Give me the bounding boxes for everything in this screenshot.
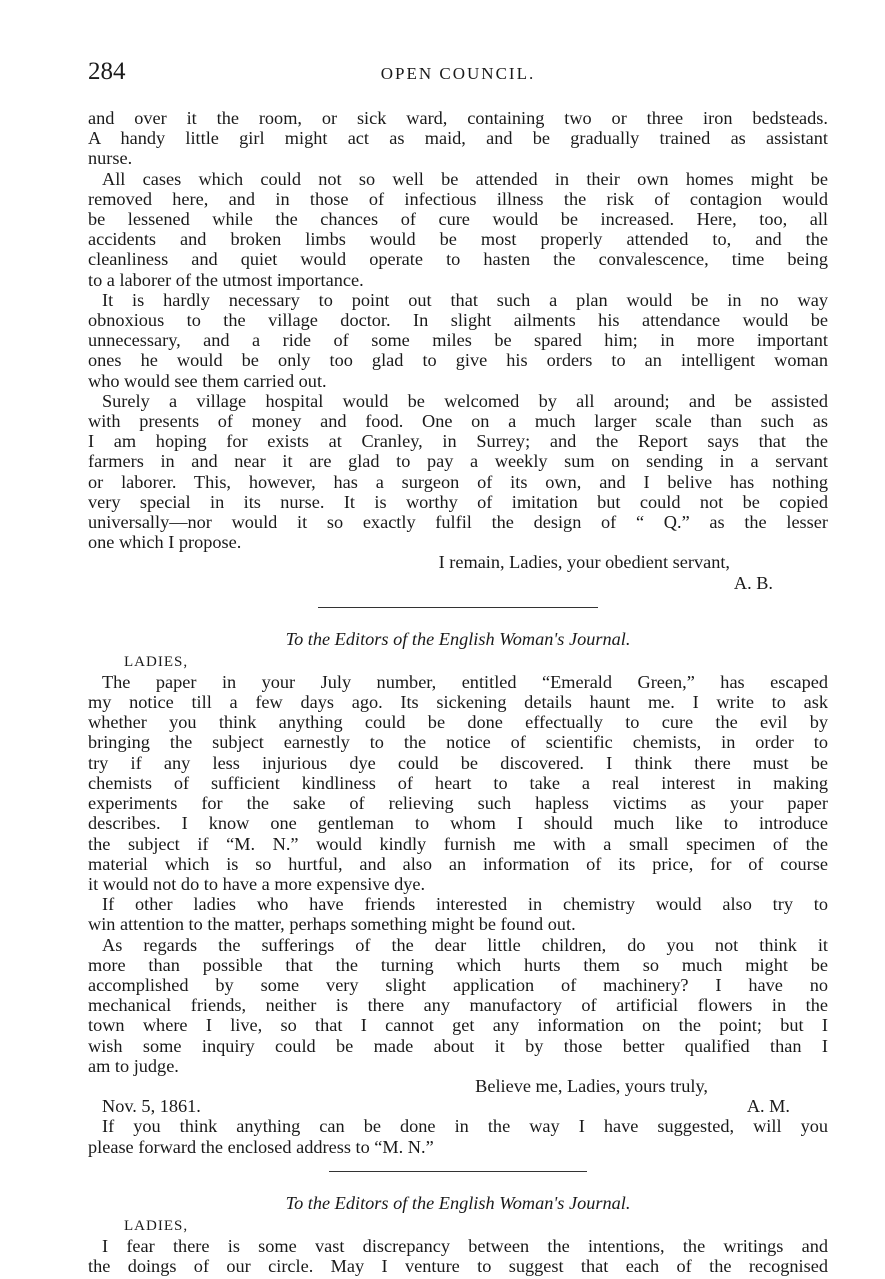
- text-line: describes. I know one gentleman to whom I should much like to introduce: [88, 813, 828, 834]
- letter-date: Nov. 5, 1861.: [102, 1096, 201, 1117]
- closing-line: I remain, Ladies, your obedient servant,: [438, 552, 730, 573]
- text-line: with presents of money and food. One on a much larger scale than such as: [88, 411, 828, 432]
- text-line: chemists of sufficient kindliness of heart to take a real interest in making: [88, 772, 828, 793]
- text-line: bringing the subject earnestly to the notice of scientific chemists, in order to: [88, 732, 828, 753]
- letter-ab: [88, 108, 828, 593]
- text-line: accidents and broken limbs would be most properly attended to, and the: [88, 229, 828, 250]
- text-line: I fear there is some vast discrepancy between the intentions, the writings and: [102, 1235, 828, 1256]
- text-line: experiments for the sake of relieving such hapless victims as your paper: [88, 793, 828, 814]
- letter-heading: To the Editors of the English Woman's Journal.: [285, 1192, 631, 1213]
- letter-heading: To the Editors of the English Woman's Journal.: [285, 628, 631, 649]
- text-line: more than possible that the turning which hurts them so much might be: [88, 954, 828, 975]
- text-line: obnoxious to the village doctor. In slight ailments his attendance would be: [88, 310, 828, 331]
- text-line: or laborer. This, however, has a surgeon of its own, and I belive has nothing: [88, 471, 828, 492]
- signature: A. B.: [733, 572, 773, 593]
- letter-third: [88, 1192, 828, 1276]
- text-line: who would see them carried out.: [88, 370, 327, 391]
- text-line: All cases which could not so well be attended in their own homes might be: [102, 168, 828, 189]
- signature: A. M.: [746, 1096, 790, 1117]
- text-line: win attention to the matter, perhaps something might be found out.: [88, 914, 576, 935]
- text-line: nurse.: [88, 148, 133, 169]
- text-line: ones he would be only too glad to give his orders to an intelligent woman: [88, 350, 828, 371]
- text-line: my notice till a few days ago. Its sickening details haunt me. I write to ask: [88, 692, 828, 713]
- text-line: try if any less injurious dye could be discovered. I think there must be: [88, 752, 828, 773]
- text-line: universally—nor would it so exactly fulfil the design of “ Q.” as the lesser: [88, 512, 828, 533]
- letter-am: [88, 628, 828, 1157]
- text-line: it would not do to have a more expensive dye.: [88, 873, 426, 894]
- text-column: [88, 108, 828, 1276]
- text-line: I am hoping for exists at Cranley, in Surrey; and the Report says that the: [88, 431, 828, 452]
- text-line: Surely a village hospital would be welcomed by all around; and be assisted: [102, 390, 828, 411]
- postscript-line: please forward the enclosed address to “M. N.”: [88, 1136, 434, 1157]
- text-line: one which I propose.: [88, 532, 242, 553]
- text-line: the doings of our circle. May I venture to suggest that each of the recognised: [88, 1255, 828, 1276]
- section-divider: [318, 607, 598, 608]
- salutation: LADIES,: [124, 653, 189, 670]
- text-line: am to judge.: [88, 1055, 179, 1076]
- text-line: unnecessary, and a ride of some miles be spared him; in more important: [88, 330, 828, 351]
- text-line: very special in its nurse. It is worthy of imitation but could not be copied: [88, 491, 828, 512]
- date-signature-line: [88, 1096, 828, 1116]
- text-line: the subject if “M. N.” would kindly furnish me with a small specimen of the: [88, 833, 828, 854]
- text-line: and over it the room, or sick ward, containing two or three iron bedsteads.: [88, 108, 828, 128]
- text-line: to a laborer of the utmost importance.: [88, 269, 364, 290]
- closing-line: Believe me, Ladies, yours truly,: [475, 1075, 708, 1096]
- text-line: whether you think anything could be done effectually to cure the evil by: [88, 712, 828, 733]
- text-line: farmers in and near it are glad to pay a weekly sum on sending in a servant: [88, 451, 828, 472]
- salutation: LADIES,: [124, 1217, 189, 1234]
- text-line: If other ladies who have friends interested in chemistry would also try to: [102, 894, 828, 915]
- text-line: town where I live, so that I cannot get any information on the point; but I: [88, 1015, 828, 1036]
- text-line: wish some inquiry could be made about it by those better qualified than I: [88, 1035, 828, 1056]
- text-line: accomplished by some very slight application of machinery? I have no: [88, 974, 828, 995]
- section-divider: [329, 1171, 587, 1172]
- text-line: It is hardly necessary to point out that such a plan would be in no way: [102, 289, 828, 310]
- text-line: material which is so hurtful, and also an information of its price, for of course: [88, 853, 828, 874]
- text-line: cleanliness and quiet would operate to hasten the convalescence, time being: [88, 249, 828, 270]
- text-line: A handy little girl might act as maid, and be gradually trained as assistant: [88, 128, 828, 149]
- running-head: OPEN COUNCIL.: [380, 64, 536, 83]
- text-line: be lessened while the chances of cure would be increased. Here, too, all: [88, 209, 828, 230]
- page-number: 284: [88, 58, 126, 85]
- text-line: As regards the sufferings of the dear little children, do you not think it: [102, 934, 828, 955]
- text-line: mechanical friends, neither is there any manufactory of artificial flowers in the: [88, 995, 828, 1016]
- page-header: [88, 58, 828, 88]
- text-line: The paper in your July number, entitled “Emerald Green,” has escaped: [102, 671, 828, 692]
- text-line: removed here, and in those of infectious illness the risk of contagion would: [88, 188, 828, 209]
- postscript-line: If you think anything can be done in the way I have suggested, will you: [102, 1116, 828, 1137]
